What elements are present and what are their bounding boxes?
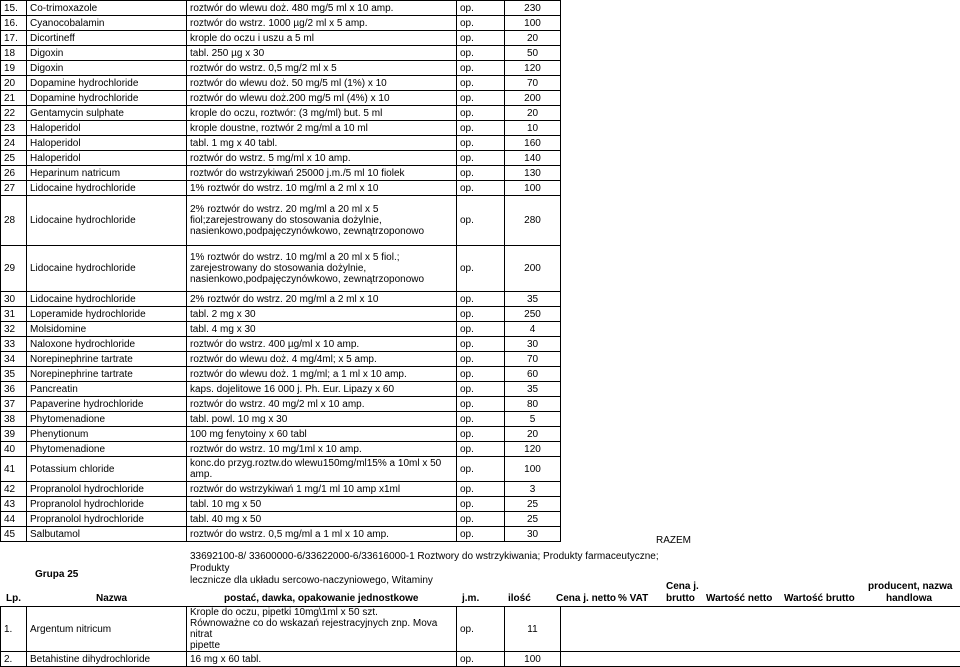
row-jm: op. xyxy=(457,46,505,61)
header-cena-brutto: Cena j. xyxy=(666,581,699,592)
row-form-line: Równoważne co do wskazań rejestracyjnych znp. Mova nitrat xyxy=(190,618,453,640)
row-form: roztwór do wstrzykiwań 25000 j.m./5 ml 10 fiolek xyxy=(187,166,457,181)
row-jm: op. xyxy=(457,76,505,91)
row-name: Gentamycin sulphate xyxy=(27,106,187,121)
row-lp: 2. xyxy=(1,652,27,667)
row-form: krople do oczu, roztwór: (3 mg/ml) but. 5 ml xyxy=(187,106,457,121)
table-row xyxy=(1,427,960,442)
table-row xyxy=(1,181,960,196)
row-jm: op. xyxy=(457,136,505,151)
row-qty: 140 xyxy=(505,151,561,166)
row-form: roztwór do wstrzykiwań 1 mg/1 ml 10 amp x1ml xyxy=(187,482,457,497)
row-jm: op. xyxy=(457,442,505,457)
table-row xyxy=(1,166,960,181)
row-lp: 19 xyxy=(1,61,27,76)
row-jm: op. xyxy=(457,512,505,527)
row-form: roztwór do wlewu doż. 1 mg/ml; a 1 ml x 10 amp. xyxy=(187,367,457,382)
row-lp: 43 xyxy=(1,497,27,512)
row-qty: 10 xyxy=(505,121,561,136)
row-form: roztwór do wstrz. 10 mg/1ml x 10 amp. xyxy=(187,442,457,457)
table-row xyxy=(1,46,960,61)
row-form: krople do oczu i uszu a 5 ml xyxy=(187,31,457,46)
row-name: Heparinum natricum xyxy=(27,166,187,181)
row-jm: op. xyxy=(457,652,505,667)
row-jm: op. xyxy=(457,31,505,46)
table-row xyxy=(1,31,960,46)
row-qty: 35 xyxy=(505,292,561,307)
row-jm: op. xyxy=(457,196,505,246)
row-qty: 25 xyxy=(505,512,561,527)
row-form-line: 2% roztwór do wstrz. 20 mg/ml a 20 ml x 5 xyxy=(190,204,453,215)
row-lp: 28 xyxy=(1,196,27,246)
table-row xyxy=(1,76,960,91)
row-form-line: Krople do oczu, pipetki 10mg\1ml x 50 szt. xyxy=(190,607,453,618)
row-form xyxy=(187,246,457,292)
table-row xyxy=(1,482,960,497)
row-qty: 50 xyxy=(505,46,561,61)
row-qty: 100 xyxy=(505,16,561,31)
row-jm: op. xyxy=(457,246,505,292)
row-form: roztwór do wstrz. 40 mg/2 ml x 10 amp. xyxy=(187,397,457,412)
row-form: tabl. 10 mg x 50 xyxy=(187,497,457,512)
row-form xyxy=(187,457,457,482)
table-row xyxy=(1,607,960,652)
row-form: kaps. dojelitowe 16 000 j. Ph. Eur. Lipazy x 60 xyxy=(187,382,457,397)
row-form: tabl. 250 µg x 30 xyxy=(187,46,457,61)
row-name: Haloperidol xyxy=(27,121,187,136)
table-row xyxy=(1,246,960,292)
row-qty: 30 xyxy=(505,527,561,542)
row-form: 2% roztwór do wstrz. 20 mg/ml a 2 ml x 10 xyxy=(187,292,457,307)
table-row xyxy=(1,512,960,527)
row-name: Lidocaine hydrochloride xyxy=(27,292,187,307)
row-lp: 32 xyxy=(1,322,27,337)
row-qty: 11 xyxy=(505,607,561,652)
row-qty: 30 xyxy=(505,337,561,352)
header-cena-brutto: brutto xyxy=(666,593,695,604)
row-name: Lidocaine hydrochloride xyxy=(27,196,187,246)
row-form: roztwór do wlewu doż.200 mg/5 ml (4%) x 10 xyxy=(187,91,457,106)
header-nazwa: Nazwa xyxy=(96,593,127,604)
table-row xyxy=(1,442,960,457)
row-lp: 29 xyxy=(1,246,27,292)
row-form-line: pipette xyxy=(190,640,453,651)
row-jm: op. xyxy=(457,352,505,367)
table-row xyxy=(1,106,960,121)
row-form: 100 mg fenytoiny x 60 tabl xyxy=(187,427,457,442)
row-name: Dopamine hydrochloride xyxy=(27,76,187,91)
row-lp: 34 xyxy=(1,352,27,367)
row-jm: op. xyxy=(457,607,505,652)
row-form: roztwór do wstrz. 5 mg/ml x 10 amp. xyxy=(187,151,457,166)
header-lp: Lp. xyxy=(6,593,21,604)
table-row xyxy=(1,412,960,427)
table-row xyxy=(1,652,960,667)
row-lp: 21 xyxy=(1,91,27,106)
row-name: Loperamide hydrochloride xyxy=(27,307,187,322)
row-name: Betahistine dihydrochloride xyxy=(27,652,187,667)
header-postac: postać, dawka, opakowanie jednostkowe xyxy=(224,593,419,604)
row-lp: 41 xyxy=(1,457,27,482)
row-jm: op. xyxy=(457,412,505,427)
row-jm: op. xyxy=(457,397,505,412)
row-name: Propranolol hydrochloride xyxy=(27,482,187,497)
row-form xyxy=(187,607,457,652)
row-lp: 15. xyxy=(1,1,27,16)
row-name: Haloperidol xyxy=(27,136,187,151)
row-name: Phenytionum xyxy=(27,427,187,442)
row-name: Norepinephrine tartrate xyxy=(27,352,187,367)
row-qty: 25 xyxy=(505,497,561,512)
row-form: roztwór do wlewu doż. 4 mg/4ml; x 5 amp. xyxy=(187,352,457,367)
row-form-line: zarejestrowany do stosowania dożylnie, xyxy=(190,263,453,274)
table-row xyxy=(1,397,960,412)
row-qty: 230 xyxy=(505,1,561,16)
row-qty: 120 xyxy=(505,61,561,76)
row-lp: 37 xyxy=(1,397,27,412)
row-qty: 160 xyxy=(505,136,561,151)
row-lp: 18 xyxy=(1,46,27,61)
row-jm: op. xyxy=(457,457,505,482)
row-qty: 70 xyxy=(505,352,561,367)
row-form: tabl. 40 mg x 50 xyxy=(187,512,457,527)
header-vat: % VAT xyxy=(618,593,648,604)
row-form: roztwór do wstrz. 0,5 mg/2 ml x 5 xyxy=(187,61,457,76)
row-jm: op. xyxy=(457,106,505,121)
table-row xyxy=(1,527,960,542)
row-qty: 120 xyxy=(505,442,561,457)
row-jm: op. xyxy=(457,166,505,181)
table-row xyxy=(1,337,960,352)
header-cena-netto: Cena j. netto xyxy=(556,593,616,604)
row-lp: 33 xyxy=(1,337,27,352)
row-lp: 27 xyxy=(1,181,27,196)
row-jm: op. xyxy=(457,322,505,337)
row-qty: 130 xyxy=(505,166,561,181)
row-form: roztwór do wlewu doż. 50 mg/5 ml (1%) x 10 xyxy=(187,76,457,91)
header-wartosc-netto: Wartość netto xyxy=(706,593,772,604)
row-lp: 38 xyxy=(1,412,27,427)
row-lp: 39 xyxy=(1,427,27,442)
row-name: Digoxin xyxy=(27,61,187,76)
table-row xyxy=(1,121,960,136)
group-title: Grupa 25 xyxy=(35,569,78,580)
row-name: Phytomenadione xyxy=(27,412,187,427)
table-row xyxy=(1,382,960,397)
table-row xyxy=(1,497,960,512)
row-qty: 3 xyxy=(505,482,561,497)
table-row xyxy=(1,151,960,166)
row-name: Dopamine hydrochloride xyxy=(27,91,187,106)
row-form: roztwór do wstrz. 0,5 mg/ml a 1 ml x 10 amp. xyxy=(187,527,457,542)
table-row xyxy=(1,352,960,367)
table-row xyxy=(1,322,960,337)
row-qty: 250 xyxy=(505,307,561,322)
row-jm: op. xyxy=(457,91,505,106)
row-lp: 24 xyxy=(1,136,27,151)
row-form: tabl. 1 mg x 40 tabl. xyxy=(187,136,457,151)
table-row xyxy=(1,61,960,76)
row-jm: op. xyxy=(457,337,505,352)
header-producent: handlowa xyxy=(886,593,932,604)
row-name: Lidocaine hydrochloride xyxy=(27,181,187,196)
table-row xyxy=(1,292,960,307)
row-jm: op. xyxy=(457,497,505,512)
drug-table-body xyxy=(1,1,960,542)
row-form-line: nasienkowo,podpajęczynówkowo, zewnątrzoponowo xyxy=(190,226,453,237)
row-lp: 16. xyxy=(1,16,27,31)
row-jm: op. xyxy=(457,482,505,497)
row-name: Digoxin xyxy=(27,46,187,61)
header-wartosc-brutto: Wartość brutto xyxy=(784,593,855,604)
row-jm: op. xyxy=(457,427,505,442)
row-form: 1% roztwór do wstrz. 10 mg/ml a 2 ml x 10 xyxy=(187,181,457,196)
row-qty: 100 xyxy=(505,457,561,482)
row-name: Molsidomine xyxy=(27,322,187,337)
table-row xyxy=(1,1,960,16)
row-jm: op. xyxy=(457,307,505,322)
row-name: Potassium chloride xyxy=(27,457,187,482)
row-form: krople doustne, roztwór 2 mg/ml a 10 ml xyxy=(187,121,457,136)
table-row xyxy=(1,196,960,246)
row-name: Dicortineff xyxy=(27,31,187,46)
row-form xyxy=(187,196,457,246)
header-jm: j.m. xyxy=(462,593,479,604)
row-form-line: nasienkowo,podpajęczynówkowo, zewnątrzoponowo xyxy=(190,274,453,285)
row-qty: 20 xyxy=(505,106,561,121)
row-form: roztwór do wstrz. 400 µg/ml x 10 amp. xyxy=(187,337,457,352)
row-name: Norepinephrine tartrate xyxy=(27,367,187,382)
row-form: tabl. 4 mg x 30 xyxy=(187,322,457,337)
row-name: Salbutamol xyxy=(27,527,187,542)
row-form-line: fiol;zarejestrowany do stosowania dożylnie, xyxy=(190,215,453,226)
row-lp: 45 xyxy=(1,527,27,542)
row-jm: op. xyxy=(457,121,505,136)
razem-label: RAZEM xyxy=(656,535,691,546)
row-form-line: amp. xyxy=(190,469,453,480)
table-row xyxy=(1,136,960,151)
table-row xyxy=(1,367,960,382)
row-qty: 4 xyxy=(505,322,561,337)
row-form-line: konc.do przyg.roztw.do wlewu150mg/ml15% a 10ml x 50 xyxy=(190,458,453,469)
row-lp: 44 xyxy=(1,512,27,527)
row-qty: 100 xyxy=(505,181,561,196)
row-qty: 200 xyxy=(505,246,561,292)
row-lp: 35 xyxy=(1,367,27,382)
row-form: tabl. 2 mg x 30 xyxy=(187,307,457,322)
row-name: Propranolol hydrochloride xyxy=(27,512,187,527)
row-jm: op. xyxy=(457,151,505,166)
row-form: tabl. powl. 10 mg x 30 xyxy=(187,412,457,427)
row-qty: 20 xyxy=(505,31,561,46)
row-qty: 70 xyxy=(505,76,561,91)
row-qty: 60 xyxy=(505,367,561,382)
row-lp: 17. xyxy=(1,31,27,46)
row-lp: 1. xyxy=(1,607,27,652)
row-lp: 31 xyxy=(1,307,27,322)
row-name: Papaverine hydrochloride xyxy=(27,397,187,412)
table-row xyxy=(1,307,960,322)
row-jm: op. xyxy=(457,16,505,31)
group-description-line: lecznicze dla układu sercowo-naczyniowego, Witaminy xyxy=(190,575,690,587)
row-qty: 280 xyxy=(505,196,561,246)
row-jm: op. xyxy=(457,367,505,382)
row-jm: op. xyxy=(457,292,505,307)
row-qty: 5 xyxy=(505,412,561,427)
table-row xyxy=(1,16,960,31)
row-lp: 20 xyxy=(1,76,27,91)
row-jm: op. xyxy=(457,527,505,542)
group-25-table xyxy=(0,606,960,667)
table-row xyxy=(1,457,960,482)
row-qty: 35 xyxy=(505,382,561,397)
row-form: roztwór do wlewu doż. 480 mg/5 ml x 10 amp. xyxy=(187,1,457,16)
row-name: Haloperidol xyxy=(27,151,187,166)
row-name: Cyanocobalamin xyxy=(27,16,187,31)
row-name: Lidocaine hydrochloride xyxy=(27,246,187,292)
header-producent: producent, nazwa xyxy=(868,581,952,592)
header-ilosc: ilość xyxy=(508,593,531,604)
row-qty: 80 xyxy=(505,397,561,412)
row-jm: op. xyxy=(457,382,505,397)
row-form: roztwór do wstrz. 1000 µg/2 ml x 5 amp. xyxy=(187,16,457,31)
row-lp: 42 xyxy=(1,482,27,497)
row-form: 16 mg x 60 tabl. xyxy=(187,652,457,667)
row-lp: 40 xyxy=(1,442,27,457)
table-row xyxy=(1,91,960,106)
row-qty: 20 xyxy=(505,427,561,442)
row-lp: 25 xyxy=(1,151,27,166)
row-name: Propranolol hydrochloride xyxy=(27,497,187,512)
row-name: Phytomenadione xyxy=(27,442,187,457)
row-name: Co-trimoxazole xyxy=(27,1,187,16)
row-form-line: 1% roztwór do wstrz. 10 mg/ml a 20 ml x 5 fiol.; xyxy=(190,252,453,263)
row-lp: 36 xyxy=(1,382,27,397)
row-lp: 23 xyxy=(1,121,27,136)
row-name: Naloxone hydrochloride xyxy=(27,337,187,352)
row-jm: op. xyxy=(457,1,505,16)
row-name: Argentum nitricum xyxy=(27,607,187,652)
group-description-line: 33692100-8/ 33600000-6/33622000-6/33616000-1 Roztwory do wstrzykiwania; Produkty farmaceutyczne; Produkty xyxy=(190,551,690,575)
row-lp: 30 xyxy=(1,292,27,307)
row-qty: 100 xyxy=(505,652,561,667)
row-jm: op. xyxy=(457,61,505,76)
row-name: Pancreatin xyxy=(27,382,187,397)
row-qty: 200 xyxy=(505,91,561,106)
row-lp: 26 xyxy=(1,166,27,181)
row-lp: 22 xyxy=(1,106,27,121)
row-jm: op. xyxy=(457,181,505,196)
